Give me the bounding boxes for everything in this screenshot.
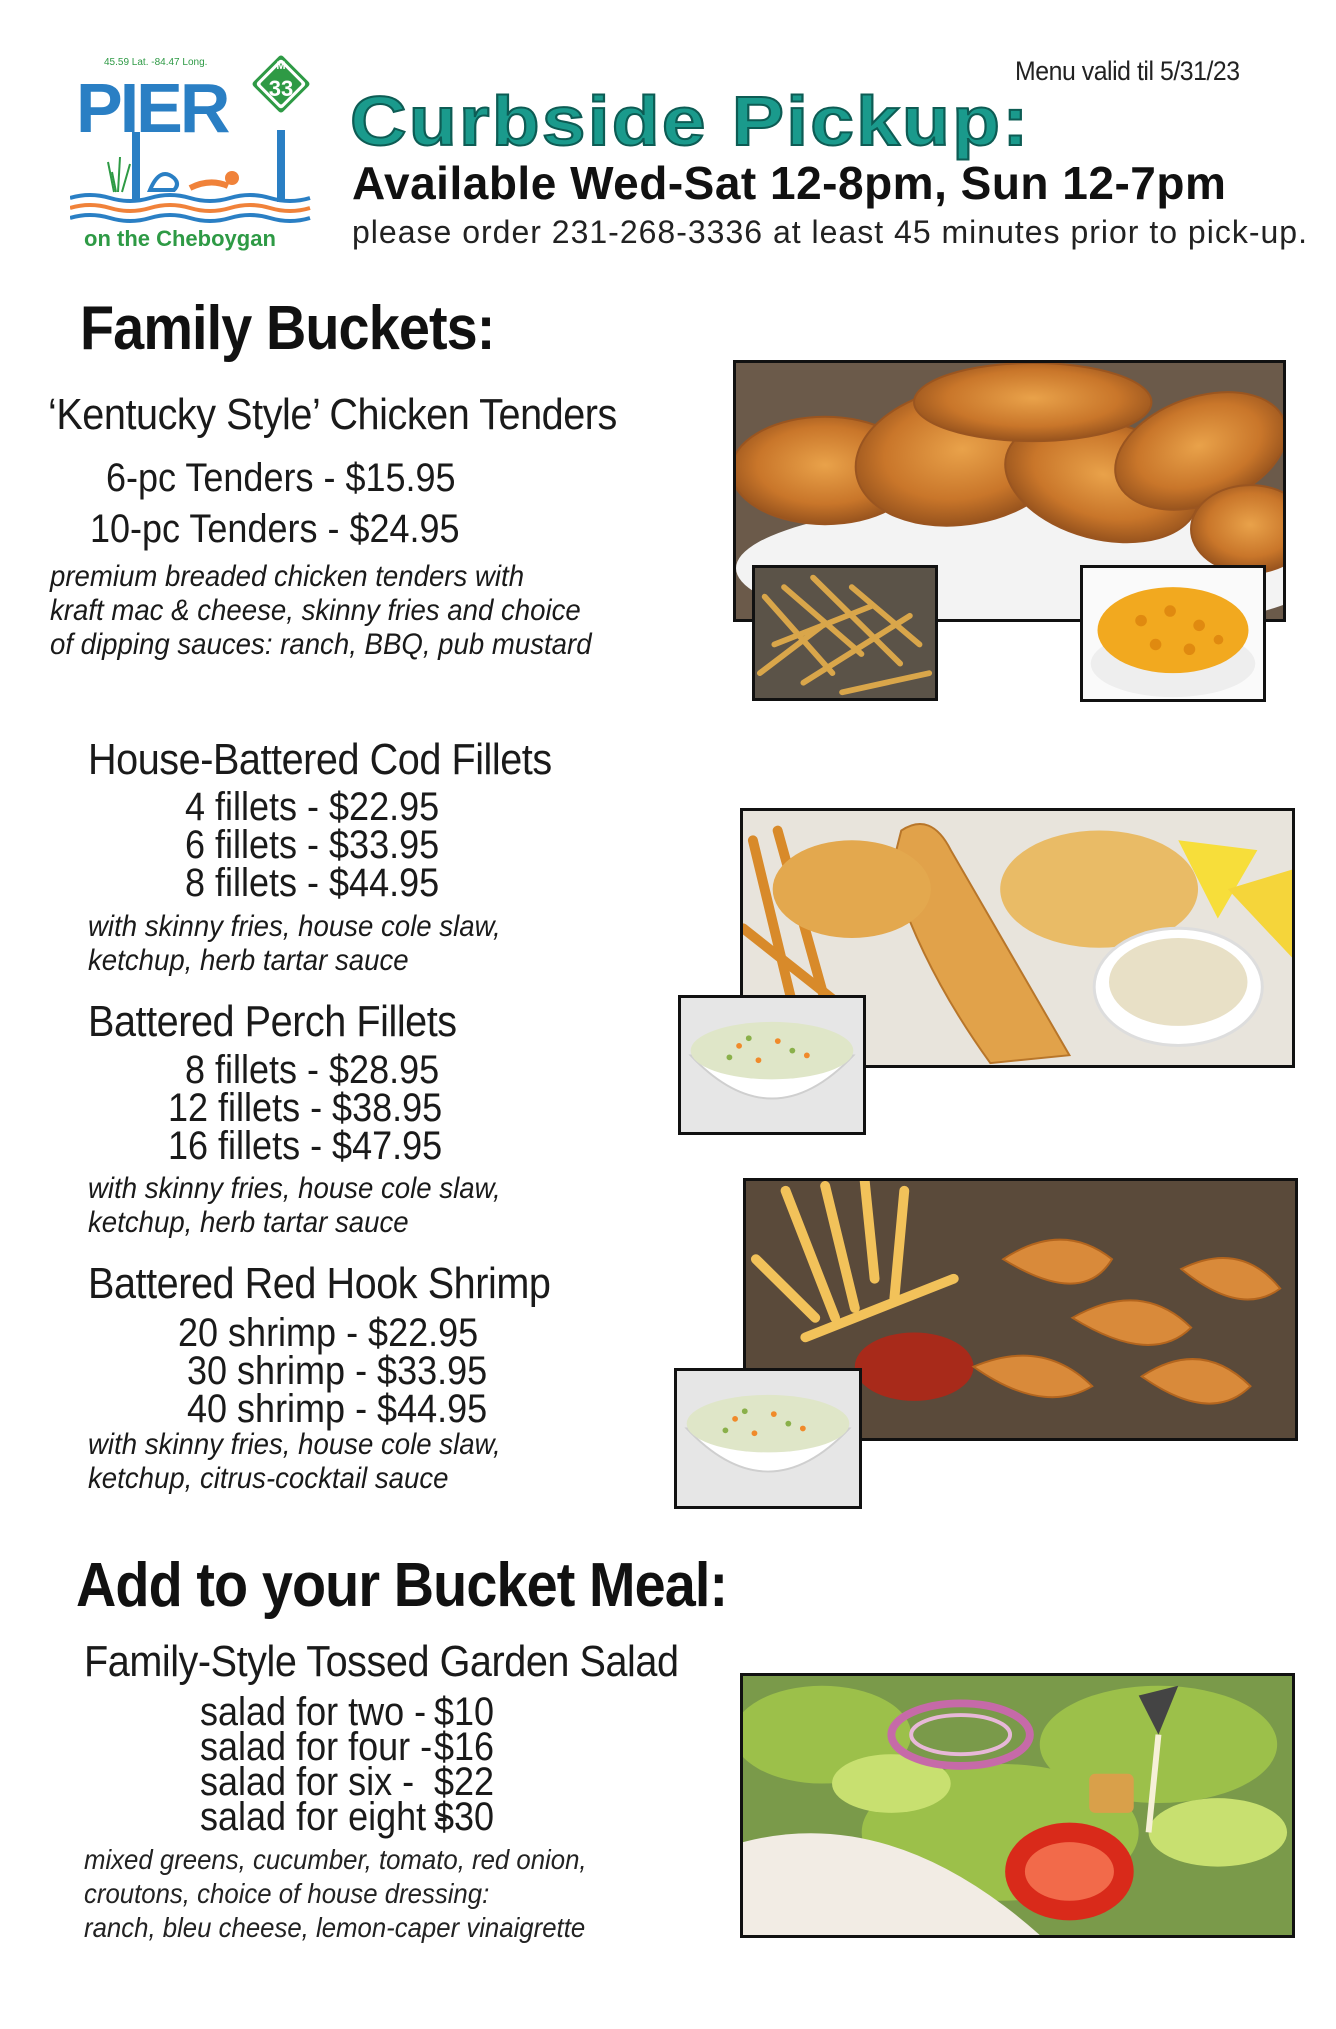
page-title: Curbside Pickup:	[350, 82, 1031, 160]
salad-size-price: $16	[434, 1725, 495, 1769]
item-description: ranch, bleu cheese, lemon-caper vinaigrette	[84, 1912, 586, 1943]
price-line: 40 shrimp - $44.95	[187, 1387, 488, 1431]
item-description: kraft mac & cheese, skinny fries and choice	[50, 594, 581, 627]
add-ons-heading: Add to your Bucket Meal:	[76, 1551, 728, 1620]
item-name-red-hook-shrimp: Battered Red Hook Shrimp	[88, 1259, 551, 1308]
logo-brand: PIER	[76, 69, 228, 147]
item-description: premium breaded chicken tenders with	[50, 560, 525, 593]
pier-logo	[70, 52, 330, 257]
item-name-chicken-tenders: ‘Kentucky Style’ Chicken Tenders	[48, 390, 617, 439]
price-line: 6 fillets - $33.95	[185, 823, 440, 867]
price-line: 10-pc Tenders - $24.95	[90, 507, 460, 551]
garden-salad-photo	[740, 1673, 1295, 1938]
price-line: 4 fillets - $22.95	[185, 785, 440, 829]
item-name-garden-salad: Family-Style Tossed Garden Salad	[84, 1637, 679, 1686]
coleslaw-photo	[674, 1368, 862, 1509]
salad-size-price: $22	[434, 1760, 495, 1804]
price-line: 6-pc Tenders - $15.95	[106, 456, 456, 500]
salad-size-label: salad for four -	[200, 1725, 433, 1769]
menu-valid-date: Menu valid til 5/31/23	[1015, 56, 1240, 86]
item-description: with skinny fries, house cole slaw,	[88, 1172, 501, 1205]
price-line: 8 fillets - $28.95	[185, 1048, 440, 1092]
item-description: croutons, choice of house dressing:	[84, 1878, 490, 1909]
salad-size-label: salad for six -	[200, 1760, 415, 1804]
family-buckets-heading: Family Buckets:	[80, 294, 495, 363]
item-description: of dipping sauces: ranch, BBQ, pub mustard	[50, 628, 592, 661]
price-line: 8 fillets - $44.95	[185, 861, 440, 905]
swimmer-icon	[150, 171, 239, 190]
item-description: ketchup, citrus-cocktail sauce	[88, 1462, 449, 1495]
salad-size-label: salad for eight -	[200, 1795, 449, 1839]
reeds-icon	[108, 157, 130, 192]
item-description: ketchup, herb tartar sauce	[88, 1206, 409, 1239]
item-description: with skinny fries, house cole slaw,	[88, 910, 501, 943]
salad-size-label: salad for two -	[200, 1690, 427, 1734]
item-name-cod-fillets: House-Battered Cod Fillets	[88, 735, 552, 784]
item-name-perch-fillets: Battered Perch Fillets	[88, 997, 457, 1046]
route-letter: M	[276, 60, 286, 72]
mac-and-cheese-photo	[1080, 565, 1266, 702]
route-marker-icon	[250, 53, 312, 202]
price-line: 12 fillets - $38.95	[168, 1086, 443, 1130]
item-description: mixed greens, cucumber, tomato, red onion,	[84, 1844, 587, 1875]
order-note: please order 231-268-3336 at least 45 minutes prior to pick-up.	[352, 214, 1308, 250]
salad-size-price: $10	[434, 1690, 495, 1734]
logo-coords: 45.59 Lat. -84.47 Long.	[104, 57, 208, 68]
price-line: 16 fillets - $47.95	[168, 1124, 443, 1168]
availability-hours: Available Wed-Sat 12-8pm, Sun 12-7pm	[352, 157, 1227, 209]
coleslaw-photo	[678, 995, 866, 1135]
item-description: with skinny fries, house cole slaw,	[88, 1428, 501, 1461]
salad-size-price: $30	[434, 1795, 495, 1839]
fries-photo	[752, 565, 938, 701]
route-number: 33	[268, 76, 294, 101]
logo-tagline: on the Cheboygan	[84, 226, 276, 251]
price-line: 20 shrimp - $22.95	[178, 1311, 479, 1355]
item-description: ketchup, herb tartar sauce	[88, 944, 409, 977]
price-line: 30 shrimp - $33.95	[187, 1349, 488, 1393]
